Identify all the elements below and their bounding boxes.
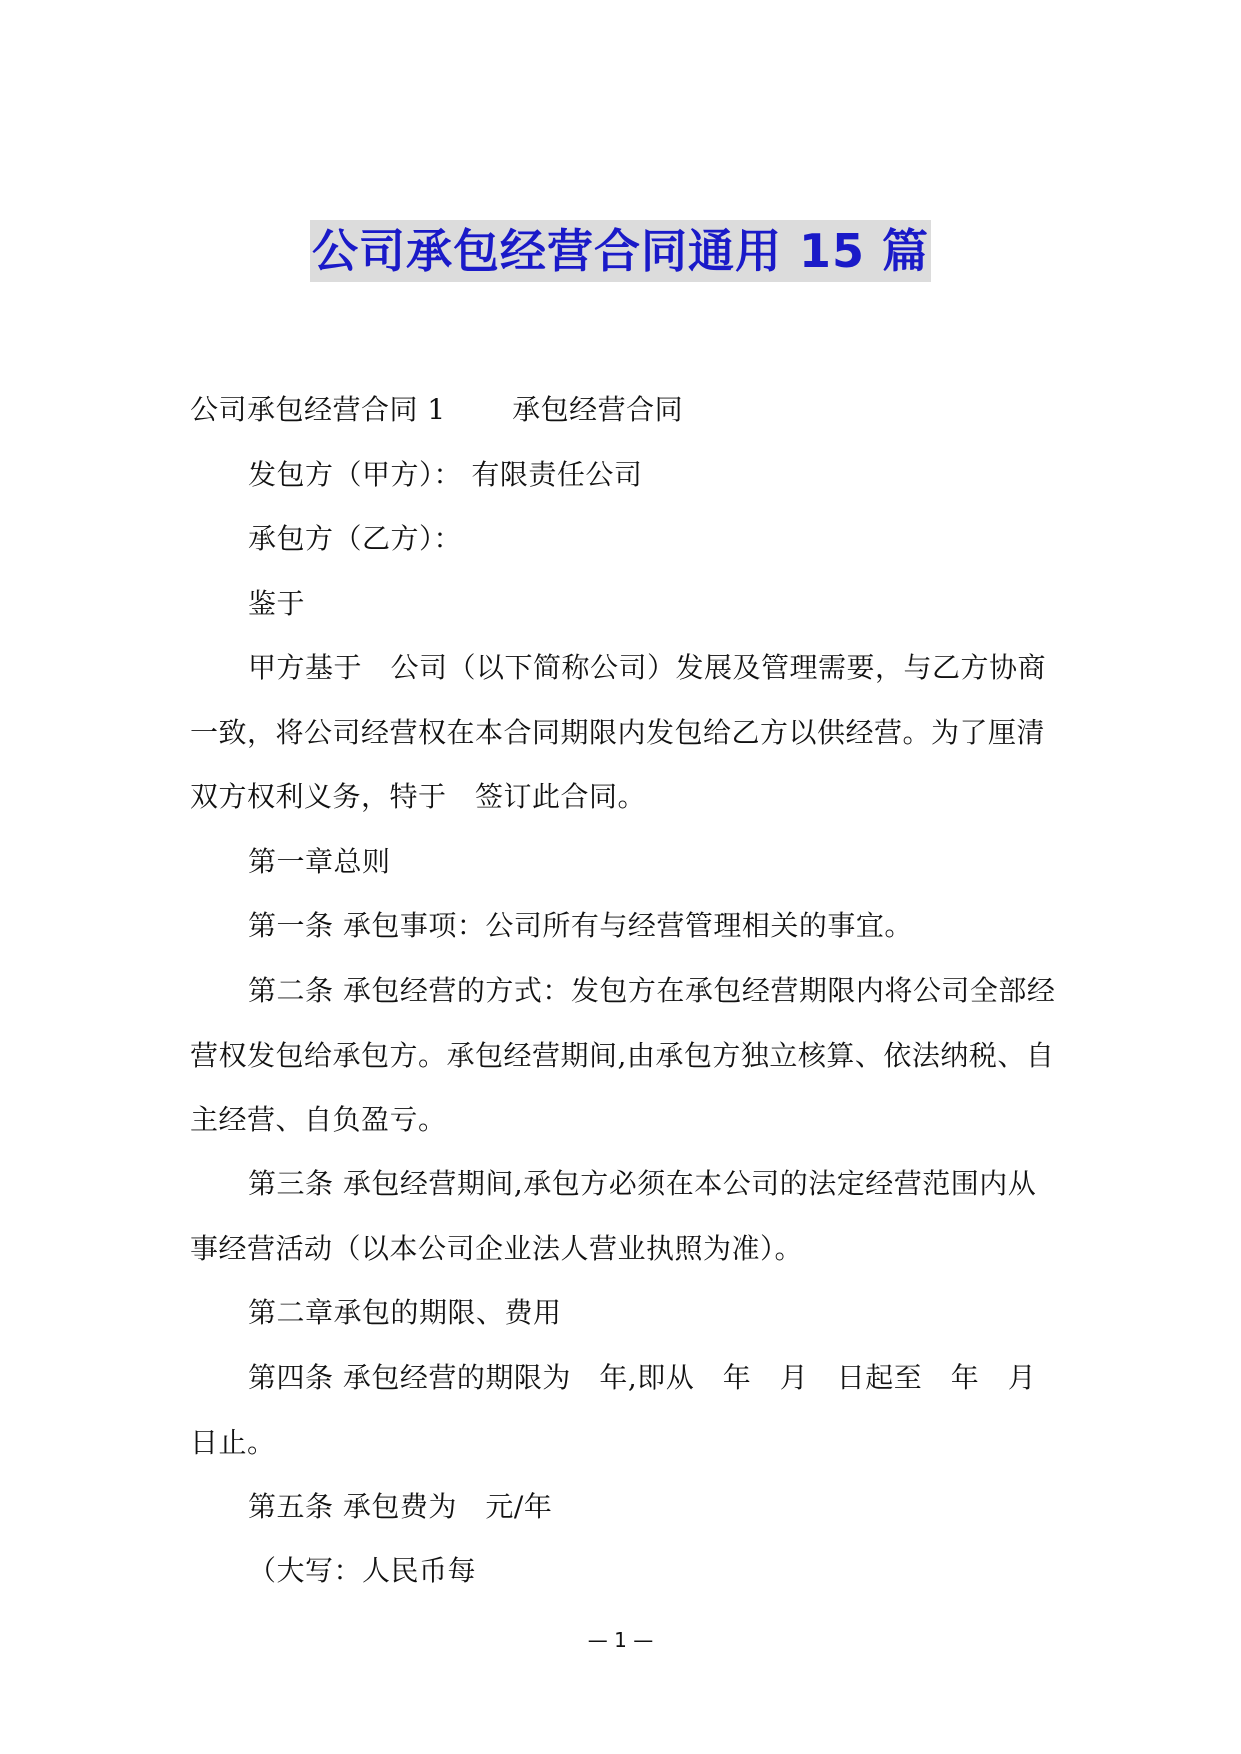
document-title: 公司承包经营合同通用 15 篇 <box>310 220 931 282</box>
contract-heading: 公司承包经营合同 1 承包经营合同 <box>190 393 684 426</box>
article-5: 第五条 承包费为 元/年 <box>248 1490 553 1523</box>
article-4: 第四条 承包经营的期限为 年,即从 年 月 日起至 年 月 日止。 <box>190 1361 1065 1459</box>
title-container <box>0 220 1241 282</box>
article-2: 第二条 承包经营的方式：发包方在承包经营期限内将公司全部经营权发包给承包方。承包经营期间,由承包方独立核算、依法纳税、自主经营、自负盈亏。 <box>190 974 1056 1136</box>
chapter-1-heading: 第一章总则 <box>248 845 391 878</box>
amount-in-words-line: （大写：人民币每 <box>248 1554 477 1587</box>
article-1: 第一条 承包事项：公司所有与经营管理相关的事宜。 <box>248 909 913 942</box>
article-3: 第三条 承包经营期间,承包方必须在本公司的法定经营范围内从事经营活动（以本公司企业法人营业执照为准）。 <box>190 1167 1037 1265</box>
page-number: — 1 — <box>587 1628 654 1652</box>
party-b-line: 承包方（乙方）： <box>248 522 463 555</box>
preamble-paragraph: 甲方基于 公司（以下简称公司）发展及管理需要，与乙方协商一致，将公司经营权在本合同期限内发包给乙方以供经营。为了厘清双方权利义务，特于 签订此合同。 <box>190 651 1047 813</box>
chapter-2-heading: 第二章承包的期限、费用 <box>248 1296 562 1329</box>
whereas-line: 鉴于 <box>248 587 306 620</box>
party-a-line: 发包方（甲方）： 有限责任公司 <box>248 458 643 491</box>
